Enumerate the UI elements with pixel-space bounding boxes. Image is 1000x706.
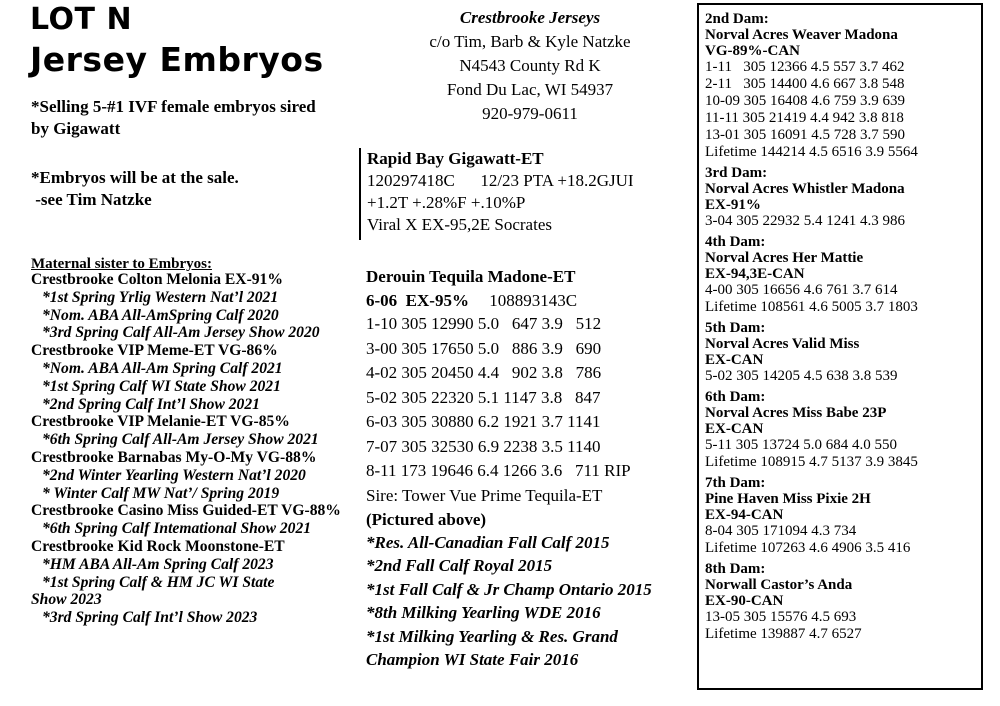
page-title: Jersey Embryos	[30, 40, 324, 79]
pedigree-section	[705, 165, 981, 230]
dam-record-row: 5-02 305 22320 5.1 1147 3.8 847	[366, 387, 601, 407]
pedigree-record: Lifetime 139887 4.7 6527	[705, 626, 862, 642]
dam-record-row: 7-07 305 32530 6.9 2238 3.5 1140	[366, 436, 601, 456]
maternal-sister-name: Crestbrooke VIP Meme-ET VG-86%	[31, 342, 278, 360]
dam-award: *1st Fall Calf & Jr Champ Ontario 2015	[366, 579, 652, 599]
sire-info	[359, 148, 697, 240]
pedigree-dam-name: Norval Acres Miss Babe 23P	[705, 405, 887, 421]
maternal-sister-award: *2nd Spring Calf Int’l Show 2021	[42, 395, 260, 413]
pedigree-dam-label: 2nd Dam:	[705, 11, 769, 27]
dam-info	[366, 264, 696, 672]
pedigree-dam-name: Norval Acres Whistler Madona	[705, 181, 905, 197]
dam-sire-line: Sire: Tower Vue Prime Tequila-ET	[366, 485, 603, 505]
pedigree-dam-name: Norval Acres Her Mattie	[705, 250, 864, 266]
pedigree-record: 5-11 305 13724 5.0 684 4.0 550	[705, 437, 897, 453]
pedigree-record: 4-00 305 16656 4.6 761 3.7 614	[705, 282, 898, 298]
pedigree-dam-name: Pine Haven Miss Pixie 2H	[705, 491, 871, 507]
maternal-sister-name: Crestbrooke Kid Rock Moonstone-ET	[31, 537, 285, 555]
pedigree-record: Lifetime 107263 4.6 4906 3.5 416	[705, 540, 911, 556]
maternal-sister-name: Crestbrooke VIP Melanie-ET VG-85%	[31, 413, 290, 431]
maternal-sister-award: * Winter Calf MW Nat’/ Spring 2019	[42, 484, 280, 502]
pedigree-section	[705, 475, 981, 557]
dam-award: *8th Milking Yearling WDE 2016	[366, 603, 601, 622]
dam-name: Derouin Tequila Madone-ET	[366, 267, 576, 286]
maternal-sister-award: *3rd Spring Calf All-Am Jersey Show 2020	[42, 324, 320, 342]
dam-class: 6-06 EX-95%	[366, 291, 469, 310]
pedigree-record: 13-01 305 16091 4.5 728 3.7 590	[705, 127, 905, 143]
maternal-sister-award: *6th Spring Calf Intemational Show 2021	[42, 520, 312, 538]
maternal-sister-award: Show 2023	[31, 591, 102, 609]
dam-record-row: 8-11 173 19646 6.4 1266 3.6 711 RIP	[366, 461, 631, 480]
pedigree-dam-class: EX-CAN	[705, 352, 764, 368]
farm-phone: 920-979-0611	[482, 104, 578, 123]
farm-contact-line: c/o Tim, Barb & Kyle Natzke	[429, 32, 631, 51]
pedigree-dam-class: EX-94-CAN	[705, 507, 784, 523]
pedigree-dam-class: EX-90-CAN	[705, 593, 784, 609]
farm-address2: Fond Du Lac, WI 54937	[446, 80, 614, 99]
sale-note-line2: -see Tim Natzke	[31, 190, 152, 209]
dam-records	[366, 312, 696, 484]
pedigree-section	[705, 561, 981, 643]
maternal-sister-award: *1st Spring Yrlig Western Nat’l 2021	[42, 288, 279, 306]
dam-record-row: 3-00 305 17650 5.0 886 3.9 690	[366, 338, 602, 358]
maternal-sister-award: *Nom. ABA All-AmSpring Calf 2020	[42, 306, 279, 324]
maternal-sister-award: *1st Spring Calf WI State Show 2021	[42, 377, 281, 395]
pedigree-dam-class: EX-94,3E-CAN	[705, 266, 805, 282]
farm-address1: N4543 County Rd K	[459, 56, 601, 75]
sire-line2: +1.2T +.28%F +.10%P	[367, 193, 526, 212]
sire-line3: Viral X EX-95,2E Socrates	[367, 215, 552, 234]
farm-contact	[380, 6, 680, 126]
lot-label: LOT N	[30, 2, 133, 37]
maternal-sister-name: Crestbrooke Casino Miss Guided-ET VG-88%	[31, 502, 341, 520]
pedigree-dam-class: EX-91%	[705, 197, 761, 213]
pedigree-dam-label: 8th Dam:	[705, 561, 766, 577]
dam-awards	[366, 531, 696, 672]
maternal-sister-award: *HM ABA All-Am Spring Calf 2023	[42, 555, 274, 573]
pedigree-dam-name: Norval Acres Valid Miss	[705, 336, 860, 352]
pedigree-dam-label: 5th Dam:	[705, 320, 766, 336]
maternal-heading: Maternal sister to Embryos:	[31, 256, 212, 272]
pedigree-dam-name: Norval Acres Weaver Madona	[705, 27, 898, 43]
dam-record-row: 1-10 305 12990 5.0 647 3.9 512	[366, 314, 602, 333]
selling-note: *Selling 5-#1 IVF female embryos sired by Gigawatt	[31, 97, 316, 138]
dam-pictured: (Pictured above)	[366, 509, 487, 529]
pedigree-record: 5-02 305 14205 4.5 638 3.8 539	[705, 368, 898, 384]
pedigree-dam-name: Norwall Castor’s Anda	[705, 577, 853, 593]
maternal-sister-name: Crestbrooke Barnabas My-O-My VG-88%	[31, 448, 317, 466]
dam-record-row: 4-02 305 20450 4.4 902 3.8 786	[366, 363, 602, 382]
maternal-sister-award: *Nom. ABA All-Am Spring Calf 2021	[42, 359, 283, 377]
maternal-sister-award: *1st Spring Calf & HM JC WI State	[42, 573, 275, 591]
farm-name: Crestbrooke Jerseys	[459, 8, 601, 27]
pedigree-section	[705, 234, 981, 316]
pedigree-record: Lifetime 144214 4.5 6516 3.9 5564	[705, 144, 918, 160]
pedigree-dam-label: 3rd Dam:	[705, 165, 768, 181]
pedigree-section	[705, 389, 981, 471]
pedigree-section	[705, 11, 981, 161]
pedigree-record: 3-04 305 22932 5.4 1241 4.3 986	[705, 213, 905, 229]
pedigree-dam-label: 6th Dam:	[705, 389, 766, 405]
dam-reg: 108893143C	[489, 291, 578, 310]
pedigree-dam-label: 4th Dam:	[705, 234, 766, 250]
pedigree-section	[705, 320, 981, 385]
pedigree-record: 11-11 305 21419 4.4 942 3.8 818	[705, 110, 904, 126]
maternal-sister-award: *3rd Spring Calf Int’l Show 2023	[42, 609, 258, 627]
pedigree-record: Lifetime 108915 4.7 5137 3.9 3845	[705, 454, 918, 470]
pedigree-dam-class: VG-89%-CAN	[705, 43, 800, 59]
dam-award: *2nd Fall Calf Royal 2015	[366, 556, 553, 575]
dam-award: Champion WI State Fair 2016	[366, 650, 579, 669]
pedigree-dam-label: 7th Dam:	[705, 475, 766, 491]
pedigree-record: 8-04 305 171094 4.3 734	[705, 523, 857, 539]
pedigree-record: 2-11 305 14400 4.6 667 3.8 548	[705, 76, 905, 92]
maternal-sister-award: *6th Spring Calf All-Am Jersey Show 2021	[42, 431, 319, 449]
pedigree-dam-class: EX-CAN	[705, 421, 764, 437]
dam-record-row: 6-03 305 30880 6.2 1921 3.7 1141	[366, 412, 601, 431]
dam-award: *1st Milking Yearling & Res. Grand	[366, 626, 618, 646]
pedigree-record: 10-09 305 16408 4.6 759 3.9 639	[705, 93, 905, 109]
sire-name: Rapid Bay Gigawatt-ET	[367, 149, 544, 168]
dam-award: *Res. All-Canadian Fall Calf 2015	[366, 532, 610, 552]
sire-line1: 120297418C 12/23 PTA +18.2GJUI	[367, 171, 634, 190]
pedigree-record: Lifetime 108561 4.6 5005 3.7 1803	[705, 299, 918, 315]
maternal-sister-award: *2nd Winter Yearling Western Nat’l 2020	[42, 466, 306, 484]
pedigree-record: 1-11 305 12366 4.5 557 3.7 462	[705, 59, 905, 75]
sale-note-line1: *Embryos will be at the sale.	[31, 168, 239, 187]
pedigree-record: 13-05 305 15576 4.5 693	[705, 609, 857, 625]
pedigree-box	[697, 3, 983, 690]
maternal-sister-name: Crestbrooke Colton Melonia EX-91%	[31, 271, 283, 288]
maternal-sister-list	[31, 271, 367, 627]
